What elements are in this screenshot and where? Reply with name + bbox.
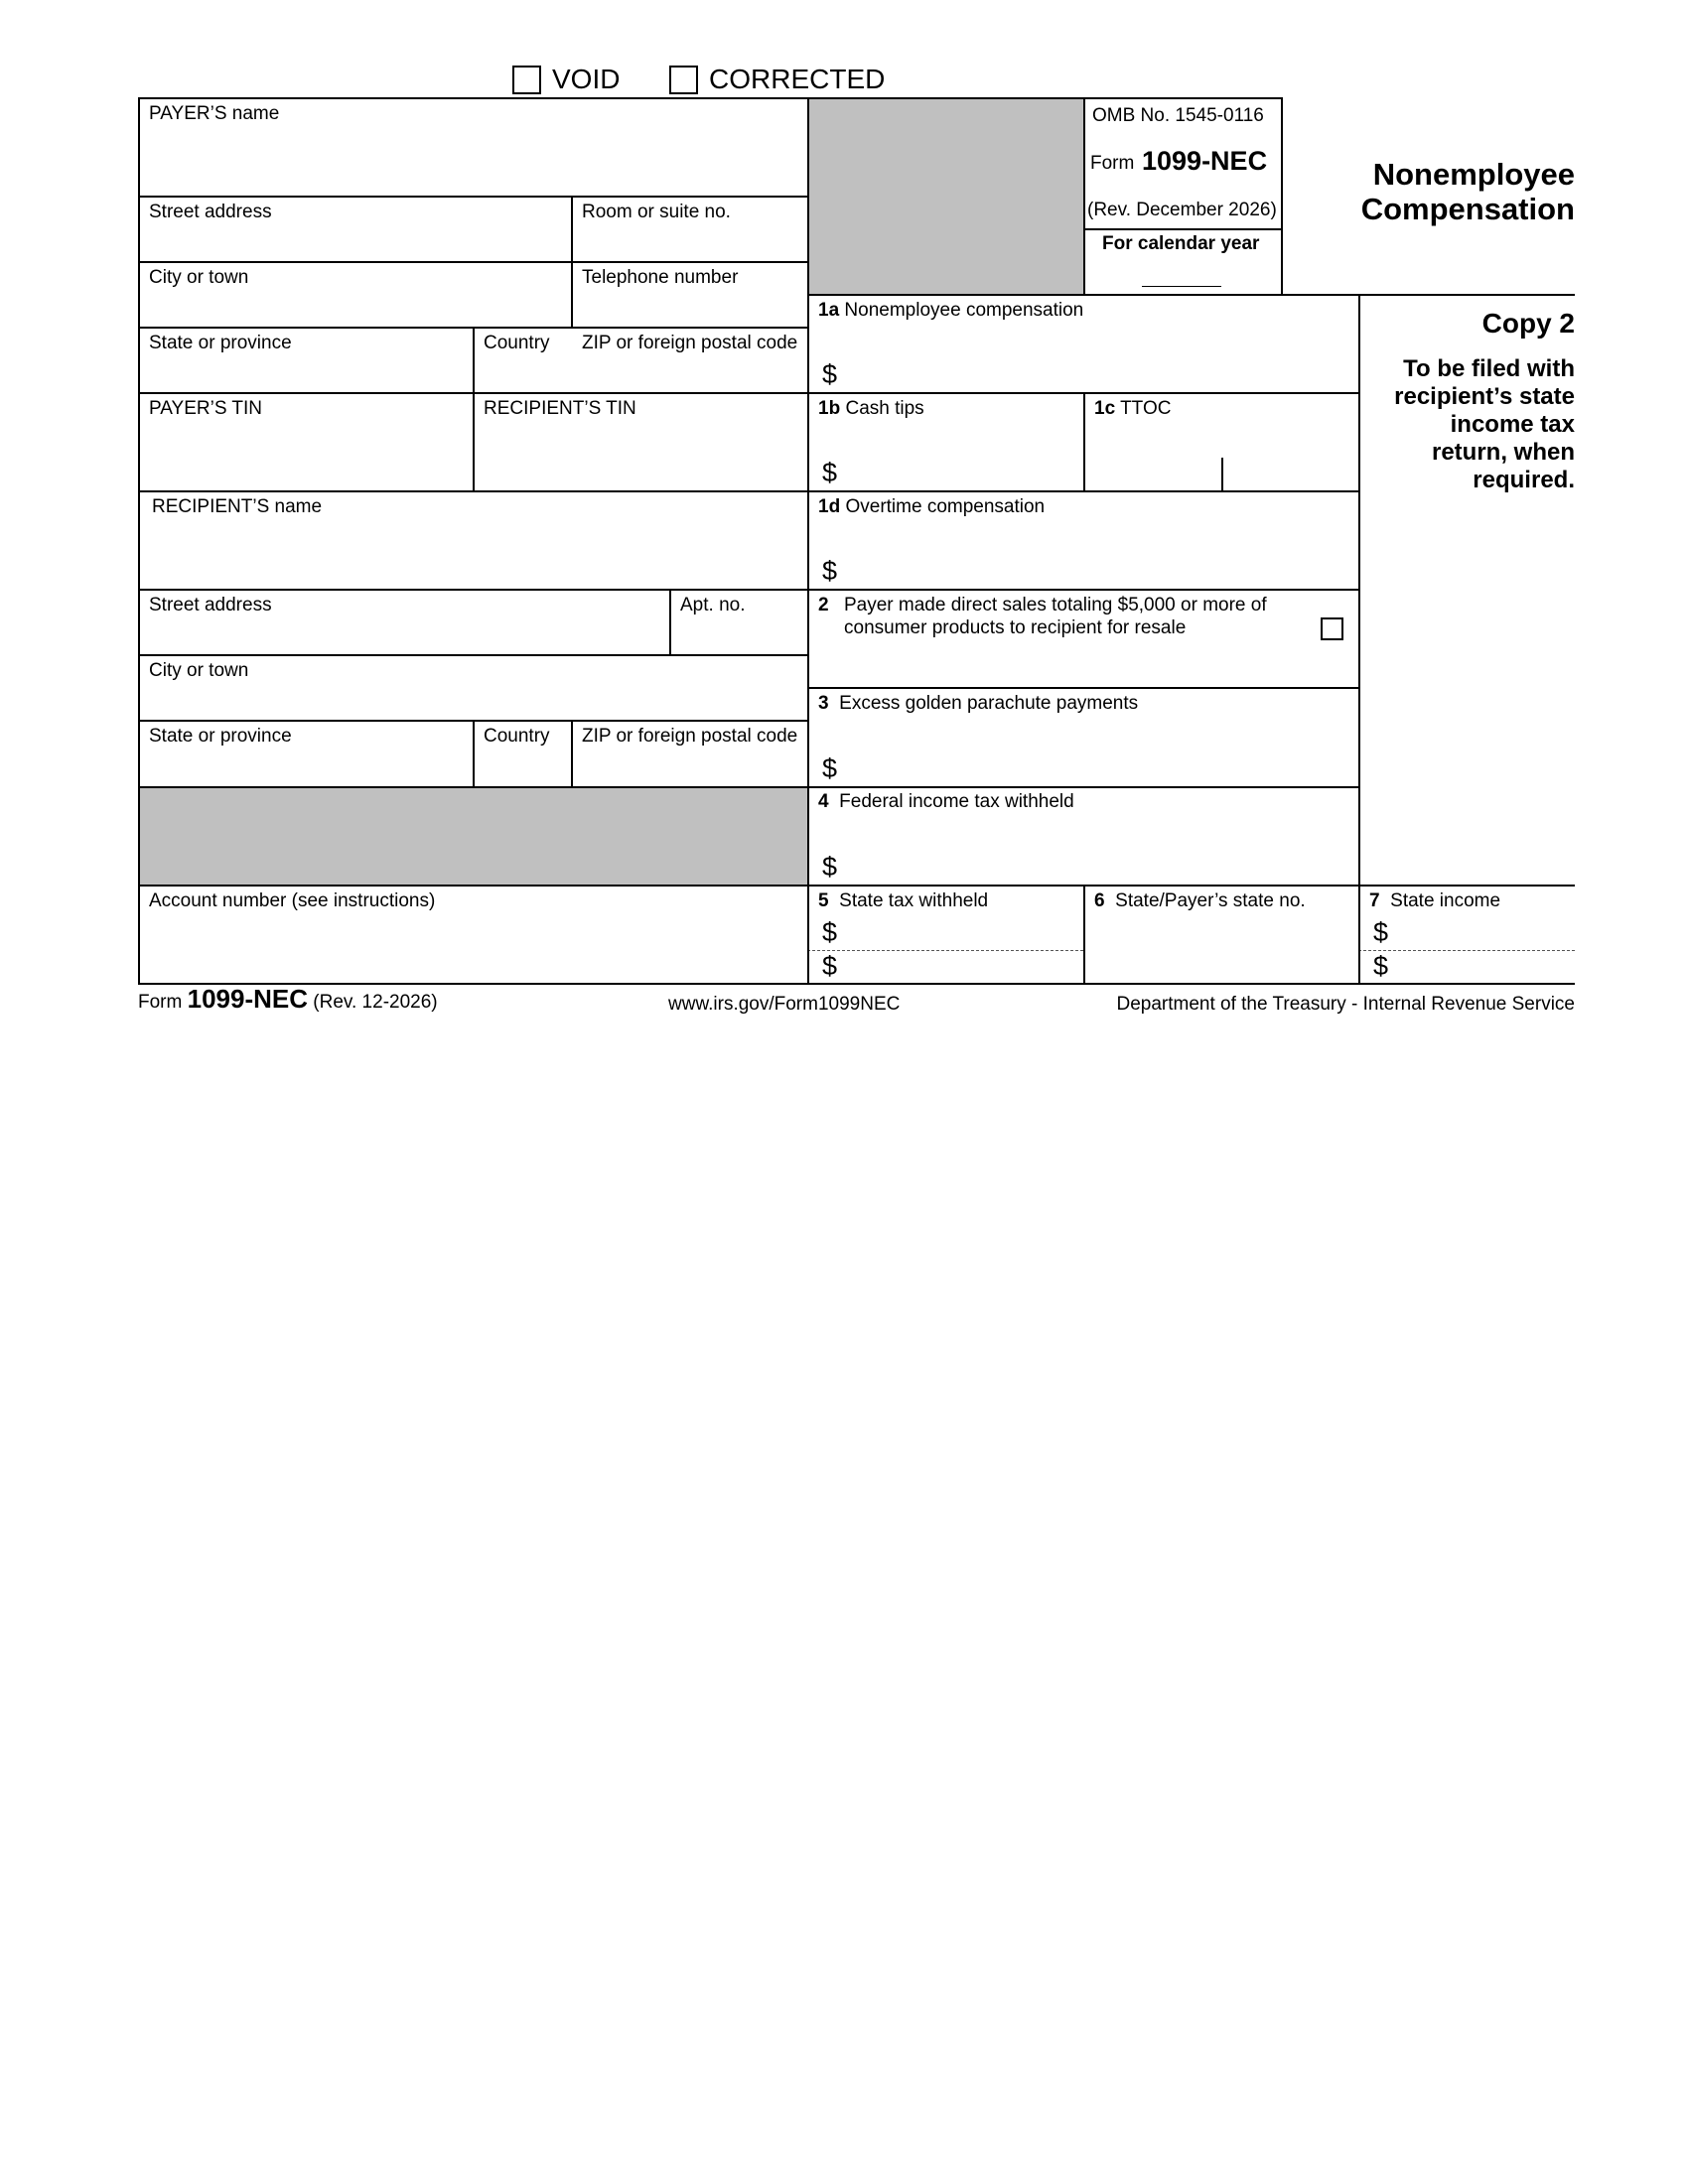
box-7-text: State income	[1390, 890, 1501, 911]
box-1c-text: TTOC	[1120, 398, 1172, 419]
recipient-zip-label: ZIP or foreign postal code	[582, 726, 798, 747]
copy-instruction-line5: required.	[1473, 467, 1575, 493]
copy-label: Copy 2	[1481, 308, 1575, 339]
box-5-text: State tax withheld	[839, 890, 989, 911]
box-1a-number: 1a	[818, 300, 840, 321]
form-revision: (Rev. December 2026)	[1087, 200, 1277, 220]
box-5-dollar-1: $	[822, 917, 838, 947]
box-1b-text: Cash tips	[845, 398, 924, 419]
box-3-dollar: $	[822, 753, 838, 783]
box-4-dollar: $	[822, 852, 838, 882]
recipient-name-label: RECIPIENT’S name	[152, 496, 323, 517]
box-1b-dollar: $	[822, 458, 838, 487]
box-1a-label	[818, 299, 1083, 323]
footer-form-number: 1099-NEC	[187, 984, 309, 1014]
box-1c-number: 1c	[1094, 398, 1116, 419]
shaded-area-left	[138, 788, 807, 886]
recipient-tin-label: RECIPIENT’S TIN	[484, 398, 636, 419]
box-2-checkbox[interactable]	[1321, 617, 1343, 640]
footer-department: Department of the Treasury - Internal Revenue Service	[1116, 994, 1575, 1015]
recipient-country-label: Country	[484, 726, 550, 747]
box-7-dollar-1: $	[1373, 917, 1389, 947]
box-6-text: State/Payer’s state no.	[1115, 890, 1306, 911]
box-2-number: 2	[818, 595, 829, 615]
footer-form-id	[138, 984, 438, 1015]
corrected-label: CORRECTED	[709, 64, 886, 94]
payer-tin-label: PAYER’S TIN	[149, 398, 263, 419]
box-2-text-line2: consumer products to recipient for resale	[844, 617, 1187, 638]
payer-country-label: Country	[484, 333, 550, 353]
box-1d-text: Overtime compensation	[845, 496, 1046, 517]
box-7-label	[1369, 889, 1500, 913]
footer-form-word: Form	[138, 992, 183, 1013]
copy-instruction-line3: income tax	[1450, 411, 1575, 438]
calendar-year-field[interactable]	[1142, 286, 1221, 287]
payer-phone-label: Telephone number	[582, 267, 739, 288]
recipient-apt-label: Apt. no.	[680, 595, 746, 615]
box-4-number: 4	[818, 791, 829, 812]
box-1b-number: 1b	[818, 398, 841, 419]
footer-form-rev: (Rev. 12-2026)	[313, 992, 438, 1013]
shaded-area-top	[807, 99, 1083, 295]
box-1a-text: Nonemployee compensation	[844, 300, 1084, 321]
recipient-state-label: State or province	[149, 726, 292, 747]
box-5-dollar-2: $	[822, 951, 838, 981]
recipient-city-label: City or town	[149, 660, 249, 681]
form-number: 1099-NEC	[1142, 146, 1268, 176]
form-title-line1: Nonemployee	[1372, 157, 1575, 192]
payer-name-label: PAYER’S name	[149, 103, 280, 124]
copy-instruction-line2: recipient’s state	[1394, 383, 1575, 410]
void-label: VOID	[552, 64, 621, 94]
payer-street-label: Street address	[149, 202, 272, 222]
payer-city-label: City or town	[149, 267, 249, 288]
box-1d-number: 1d	[818, 496, 841, 517]
void-checkbox[interactable]	[512, 66, 541, 94]
omb-number: OMB No. 1545-0116	[1092, 105, 1264, 126]
payer-state-label: State or province	[149, 333, 292, 353]
box-4-label	[818, 790, 1074, 814]
footer-url[interactable]: www.irs.gov/Form1099NEC	[668, 994, 901, 1015]
box-6-number: 6	[1094, 890, 1105, 911]
box-5-label	[818, 889, 988, 913]
box-1c-label	[1094, 397, 1171, 421]
calendar-year-label: For calendar year	[1102, 233, 1260, 254]
account-number-label: Account number (see instructions)	[149, 890, 436, 911]
box-6-label	[1094, 889, 1306, 913]
box-3-label	[818, 692, 1138, 716]
box-5-number: 5	[818, 890, 829, 911]
recipient-street-label: Street address	[149, 595, 272, 615]
copy-instruction-line1: To be filed with	[1403, 355, 1575, 382]
box-2-text-line1: Payer made direct sales totaling $5,000 or more of	[844, 595, 1267, 615]
box-7-dollar-2: $	[1373, 951, 1389, 981]
box-3-number: 3	[818, 693, 829, 714]
payer-room-label: Room or suite no.	[582, 202, 731, 222]
box-1b-label	[818, 397, 924, 421]
form-word: Form	[1090, 153, 1135, 174]
box-1d-dollar: $	[822, 556, 838, 586]
corrected-checkbox[interactable]	[669, 66, 698, 94]
box-7-number: 7	[1369, 890, 1380, 911]
box-1a-dollar: $	[822, 359, 838, 389]
form-title-line2: Compensation	[1360, 192, 1575, 226]
copy-instruction-line4: return, when	[1431, 439, 1575, 466]
box-3-text: Excess golden parachute payments	[839, 693, 1139, 714]
box-1d-label	[818, 495, 1045, 519]
box-4-text: Federal income tax withheld	[839, 791, 1074, 812]
payer-zip-label: ZIP or foreign postal code	[582, 333, 798, 353]
